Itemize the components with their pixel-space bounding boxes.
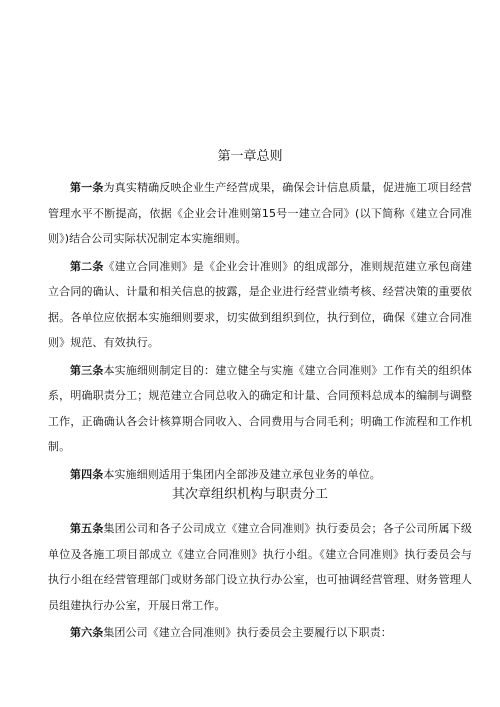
article-5-text: 集团公司和各子公司成立《建立合同准则》执行委员会；各子公司所属下级单位及各施工项目部成立《建立合同准则》执行小组。《建立合同准则》执行委员会与执行小组在经营管理部门或财务部门设立执行办公室，也可抽调经营管理、财务管理人员组建执行办公室，开展日常工作。	[48, 522, 472, 612]
article-1	[48, 175, 472, 252]
article-6	[48, 620, 472, 646]
article-3	[48, 358, 472, 460]
article-1-label: 第一条	[70, 181, 104, 194]
article-6-label: 第六条	[70, 626, 104, 639]
article-3-text: 本实施细则制定目的：建立健全与实施《建立合同准则》工作有关的组织体系，明确职责分工；规范建立合同总收入的确定和计量、合同预料总成本的编制与调整工作，正确确认各会计核算期合同收入、合同费用与合同毛利；明确工作流程和工作机制。	[48, 363, 472, 453]
article-5-label: 第五条	[70, 522, 104, 535]
article-4-label: 第四条	[70, 467, 104, 481]
chapter-1-title: 第一章总则	[217, 149, 283, 164]
article-4	[48, 462, 472, 488]
article-2-text: 《建立合同准则》是《企业会计准则》的组成部分，准则规范建立承包商建立合同的确认、计量和相关信息的披露，是企业进行经营业绩考核、经营决策的重要依据。各单位应依据本实施细则要求，切实做到组织到位，执行到位，确保《建立合同准则》规范、有效执行。	[48, 259, 472, 349]
article-1-text: 为真实精确反映企业生产经营成果，确保会计信息质量，促进施工项目经营管理水平不断提高，依据《企业会计准则第15号一建立合同》(以下简称《建立合同准则》)结合公司实际状况制定本实施细则。	[48, 181, 472, 245]
article-3-label: 第三条	[70, 363, 104, 377]
article-2	[48, 254, 472, 356]
chapter-2-body	[48, 516, 472, 646]
article-6-text: 集团公司《建立合同准则》执行委员会主要履行以下职责：	[103, 626, 392, 639]
article-2-label: 第二条	[70, 259, 104, 273]
chapter-1-body	[48, 175, 472, 487]
chapter-2-title: 其次章组织机构与职责分工	[171, 487, 328, 502]
article-5	[48, 516, 472, 618]
article-4-text: 本实施细则适用于集团内全部涉及建立承包业务的单位。	[103, 467, 381, 481]
